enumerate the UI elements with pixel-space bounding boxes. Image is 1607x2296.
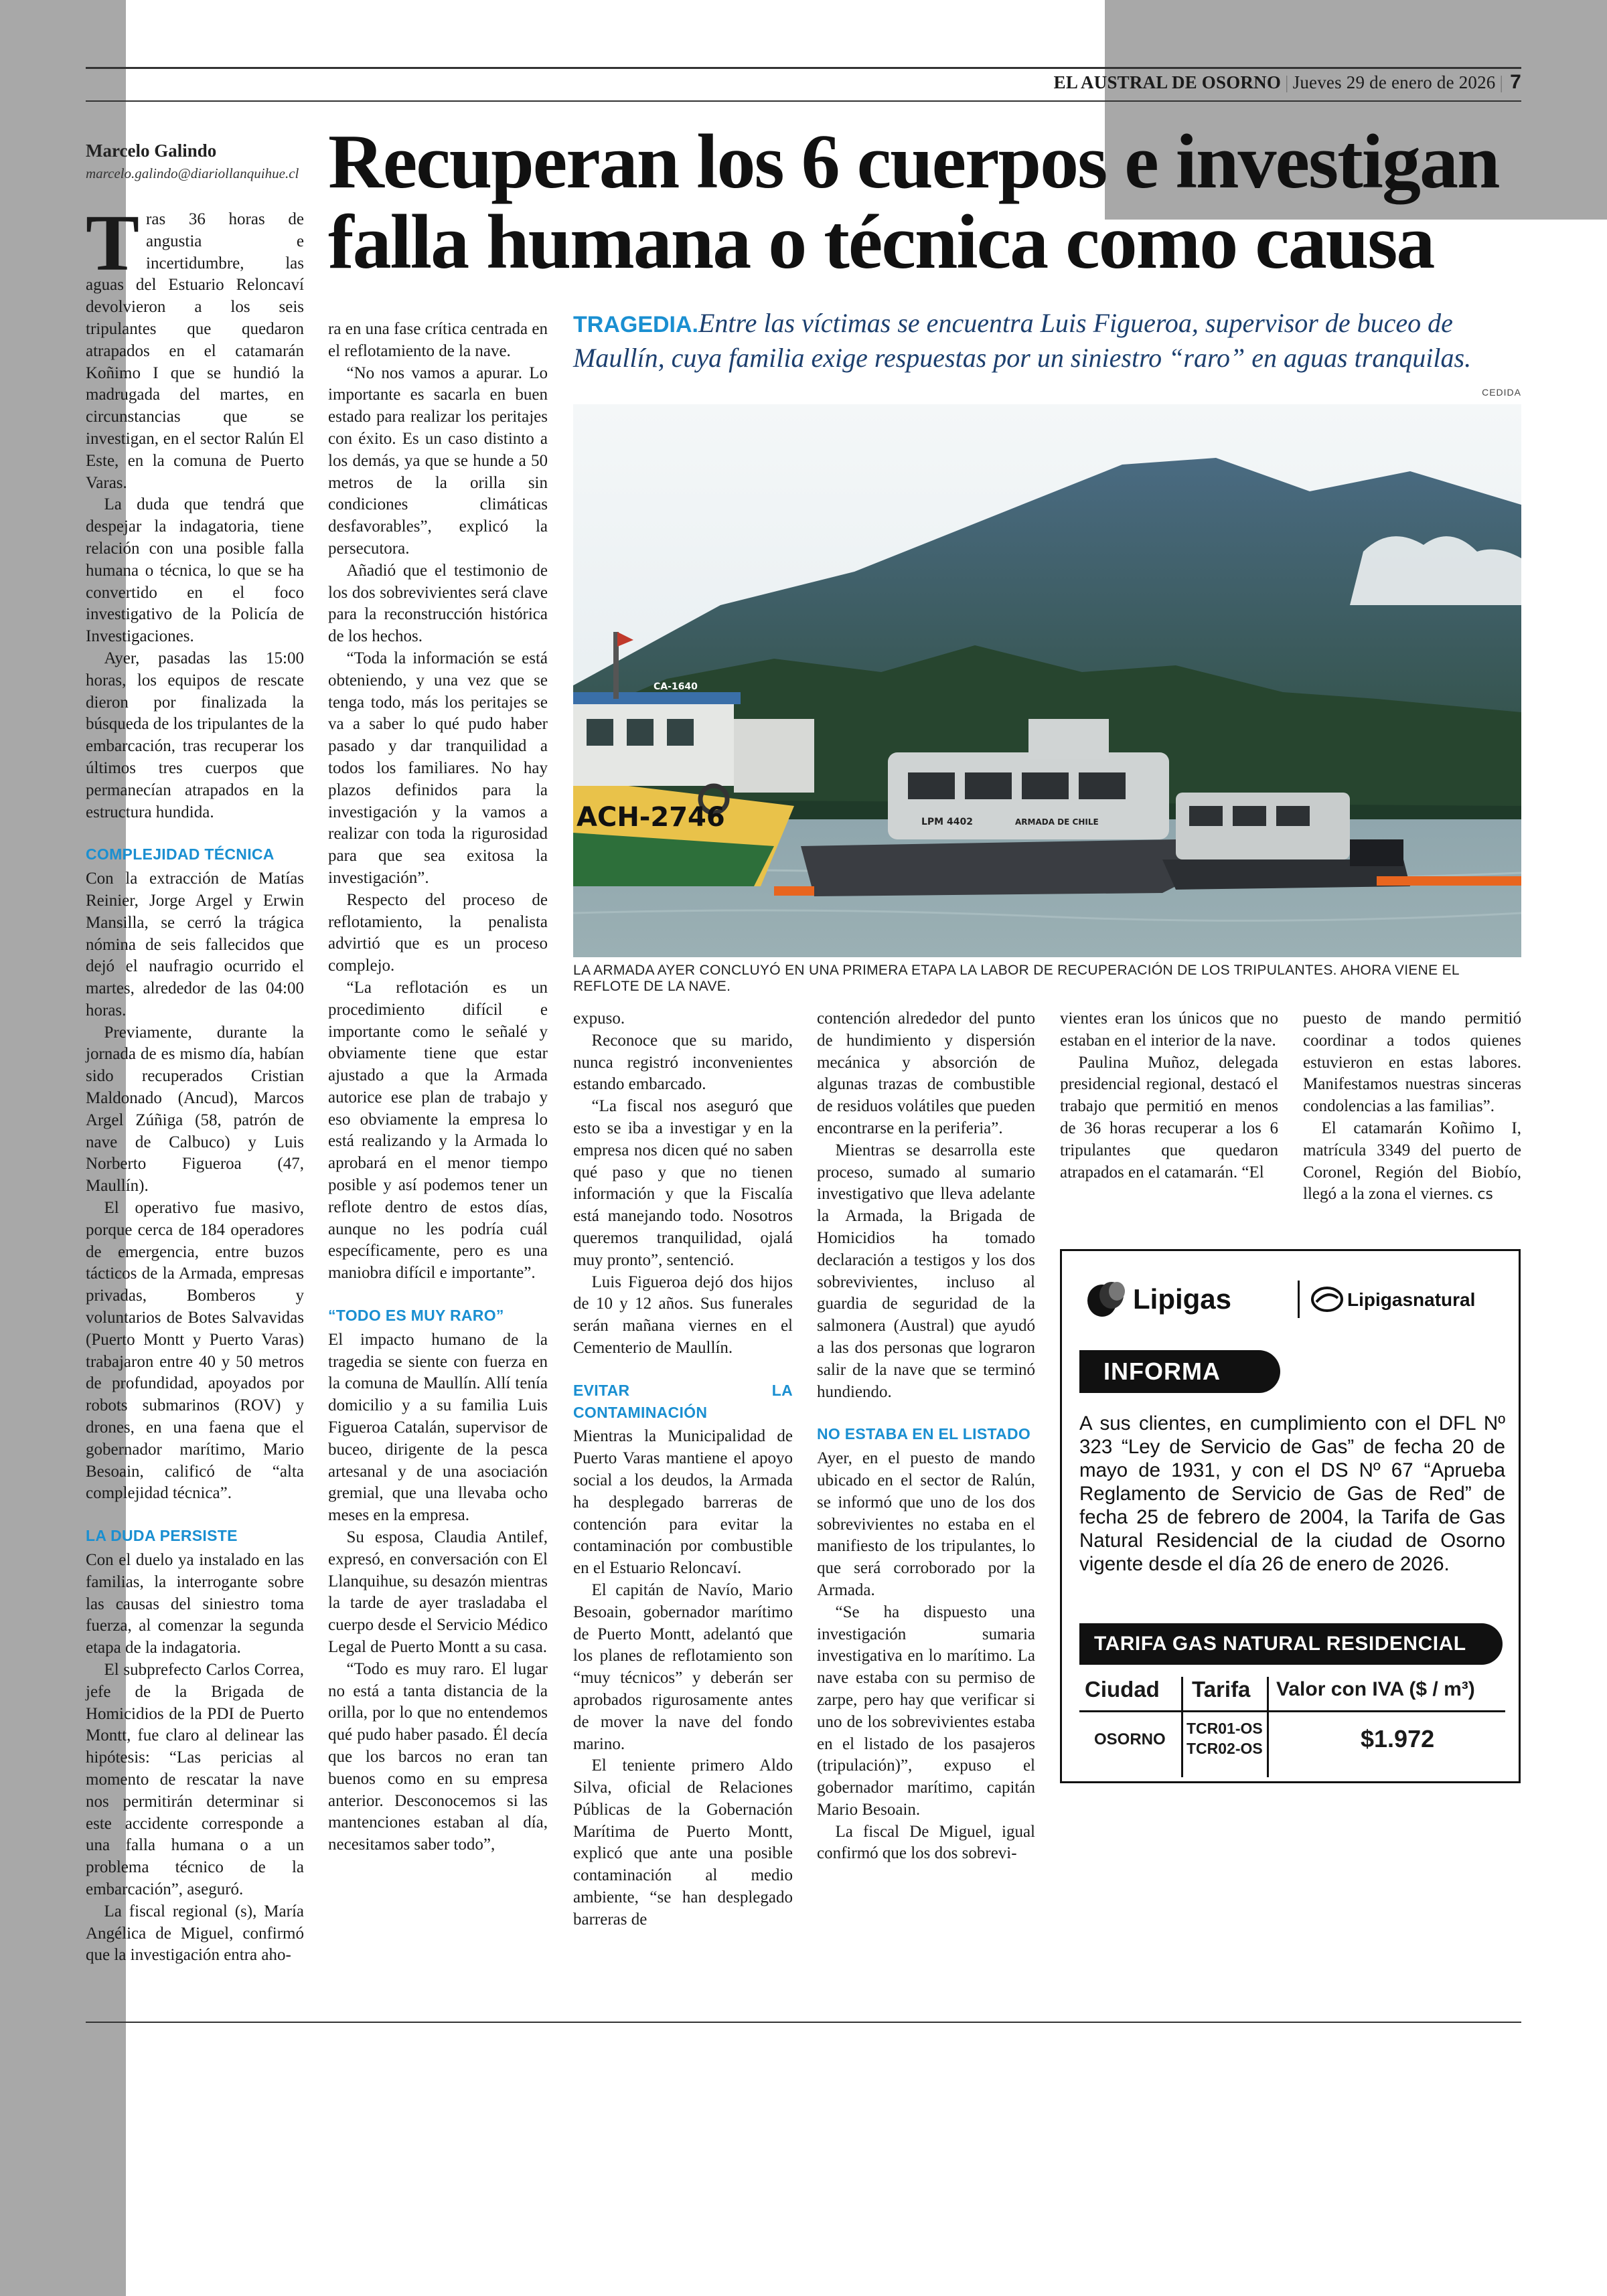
header-rule bbox=[86, 100, 1521, 102]
author-email[interactable]: marcelo.galindo@diariollanquihue.cl bbox=[86, 165, 299, 181]
paragraph: ra en una fase crítica centrada en el reflotamiento de la nave. bbox=[328, 320, 548, 360]
table-header-rule bbox=[1079, 1710, 1505, 1712]
author-name: Marcelo Galindo bbox=[86, 141, 217, 161]
table-divider bbox=[1267, 1677, 1269, 1777]
lipigas-flame-icon bbox=[1087, 1282, 1125, 1317]
paragraph: Previamente, durante la jornada de es mismo día, habían sido recuperados Cristian Maldonado (Ancud), Marcos Argel Zúñiga (58, patrón de nave de Calbuco) y Luis Norberto Figueroa (47, Maullín). bbox=[86, 1023, 304, 1196]
col-city-header: Ciudad bbox=[1085, 1677, 1160, 1702]
dropcap: T bbox=[86, 198, 140, 287]
paragraph: El capitán de Navío, Mario Besoain, gobernador marítimo de Puerto Montt, adelantó que los planes de reflotamiento son “muy técnicos” y deberán ser aprobados rigurosamente antes de mover la nave del fondo marino. bbox=[573, 1580, 793, 1753]
paragraph: ras 36 horas de angustia e incertidumbre, las aguas del Estuario Reloncaví devolvieron a los seis tripulantes que quedaron atrapados en el catamarán Koñimo I que se hundió la madrugada del martes, en circunstancias que se investigan, en el sector Ralún El Este, en la comuna de Puerto Varas. bbox=[86, 210, 304, 492]
city-cell: OSORNO bbox=[1094, 1730, 1166, 1748]
paragraph: El teniente primero Aldo Silva, oficial de Relaciones Públicas de la Gobernación Marítima de Puerto Montt, explicó que ante una posible contaminación al medio ambiente, “se han desplegado barreras de bbox=[573, 1756, 793, 1929]
main-photo bbox=[573, 404, 1521, 957]
end-mark: cs bbox=[1477, 1186, 1493, 1204]
bottom-rule bbox=[86, 2022, 1521, 2023]
boat-label-3: CA-1640 bbox=[654, 681, 698, 692]
photo-credit: CEDIDA bbox=[1482, 387, 1521, 398]
boat-label-1: ACH-2746 bbox=[577, 802, 725, 833]
paragraph: Su esposa, Claudia Antilef, expresó, en conversación con El Llanquihue, su desazón mientras la tarde de ayer trasladaba el cuerpo desde el Servicio Médico Legal de Puerto Montt a su casa. bbox=[328, 1528, 548, 1657]
paragraph: “No nos vamos a apurar. Lo importante es sacarla en buen estado para realizar los peritajes con éxito. Es un caso distinto a los demás, ya que se hunde a 50 metros de la orilla sin condiciones climáticas desfavorables”, explicó la persecutora. bbox=[328, 363, 548, 558]
photo-caption: LA ARMADA AYER CONCLUYÓ EN UNA PRIMERA ETAPA LA LABOR DE RECUPERACIÓN DE LOS TRIPULANTES. AHORA VIENE EL REFLOTE DE LA NAVE. bbox=[573, 963, 1460, 994]
ad-body: A sus clientes, en cumplimiento con el DFL Nº 323 “Ley de Servicio de Gas” de fecha 20 de mayo de 1931, y con el DS Nº 67 “Aprueba Reglamento de Servicio de Gas de Red” de fecha 25 de febrero de 2004, la Tarifa de Gas Natural Residencial de la ciudad de Osorno vigente desde el día 26 de enero de 2026. bbox=[1079, 1412, 1505, 1575]
headline bbox=[328, 119, 1533, 285]
ad-logos bbox=[1082, 1275, 1504, 1322]
value-cell: $1.972 bbox=[1361, 1725, 1435, 1752]
tariff-cell-2: TCR02-OS bbox=[1187, 1740, 1263, 1757]
column-5 bbox=[1060, 1008, 1278, 1183]
orange-boom bbox=[1377, 876, 1521, 886]
paragraph: El operativo fue masivo, porque cerca de 184 operadores de emergencia, entre buzos tácticos de la Armada, empresas privadas, Bomberos y voluntarios de Botes Salvavidas (Puerto Montt y Puerto Varas) trabajaron entre 40 y 50 metros de profundidad, apoyados por robots submarinos (ROV) y drones, en una faena que el gobernador marítimo, Mario Besoain, calificó de “alta complejidad técnica”. bbox=[86, 1199, 304, 1503]
boat-label-4: ARMADA DE CHILE bbox=[1015, 817, 1099, 827]
paragraph: Ayer, en el puesto de mando ubicado en el sector de Ralún, se informó que uno de los dos sobrevivientes no estaba en el manifiesto de los tripulantes, lo que será corroborado por la Armada. bbox=[817, 1449, 1035, 1599]
subhead-listado: NO ESTABA EN EL LISTADO bbox=[817, 1425, 1031, 1443]
paragraph: El catamarán Koñimo I, matrícula 3349 del puerto de Coronel, Región del Biobío, llegó a la zona el viernes. cs bbox=[1303, 1119, 1521, 1204]
paragraph: Añadió que el testimonio de los dos sobrevivientes será clave para la reconstrucción histórica de los hechos. bbox=[328, 561, 548, 646]
paragraph: Luis Figueroa dejó dos hijos de 10 y 12 años. Sus funerales serán mañana viernes en el Cementerio de Maullín. bbox=[573, 1273, 793, 1357]
paragraph: Ayer, pasadas las 15:00 horas, los equipos de rescate dieron por finalizada la búsqueda de los tripulantes de la embarcación, tras recuperar los últimos tres cuerpos que permanecían atrapados en la estructura hundida. bbox=[86, 649, 304, 821]
deck-text: Entre las víctimas se encuentra Luis Figueroa, supervisor de buceo de Maullín, cuya familia exige respuestas por un siniestro “raro” en aguas tranquilas. bbox=[573, 308, 1472, 373]
paragraph: “Se ha dispuesto una investigación sumaria investigativa en lo marítimo. La nave estaba con su permiso de zarpe, pero hay que verificar si uno de los sobrevivientes estaba en el listado de los pasajeros (tripulación)”, expuso el gobernador marítimo, capitán Mario Besoain. bbox=[817, 1603, 1035, 1819]
paragraph: El subprefecto Carlos Correa, jefe de la Brigada de Homicidios de la PDI de Puerto Montt, fue claro al delinear las hipótesis: “Las pericias al momento de rescatar la nave nos permitirán determinar si este accidente corresponde a una falla humana o a un problema técnico de la embarcación”, aseguró. bbox=[86, 1661, 304, 1898]
informa-badge: INFORMA bbox=[1079, 1350, 1280, 1393]
deck-kicker: TRAGEDIA. bbox=[573, 312, 698, 337]
lipigas-ad bbox=[1060, 1249, 1521, 1783]
paragraph: contención alrededor del punto de hundimiento y dispersión mecánica y absorción de algunas trazas de combustible de residuos volátiles que pueden encontrarse en la periferia”. bbox=[817, 1009, 1035, 1137]
paragraph: “La fiscal nos aseguró que esto se iba a investigar y en la empresa nos dicen qué no saben qué paso y que no tienen información y que la Fiscalía está manejando todo. Nosotros queremos tranquilidad, ojalá muy pronto”, sentenció. bbox=[573, 1097, 793, 1269]
tariff-cell-1: TCR01-OS bbox=[1187, 1720, 1263, 1737]
tariff-title: TARIFA GAS NATURAL RESIDENCIAL bbox=[1079, 1623, 1503, 1665]
paragraph: Con la extracción de Matías Reinier, Jorge Argel y Erwin Mansilla, se cerró la trágica nómina de seis fallecidos que dejó el naufragio ocurrido el martes, alrededor de las 04:00 horas. bbox=[86, 870, 304, 1019]
column-2 bbox=[328, 319, 548, 1856]
deck bbox=[573, 307, 1524, 375]
paragraph: Reconoce que su marido, nunca registró inconvenientes estando embarcado. bbox=[573, 1031, 793, 1094]
paragraph: La duda que tendrá que despejar la indagatoria, tiene relación con una posible falla humana o técnica, lo que se ha convertido en el foco investigativo de la Policía de Investigaciones. bbox=[86, 495, 304, 646]
running-head: EL AUSTRAL DE OSORNO | Jueves 29 de enero de 2026 | 7 bbox=[1053, 71, 1521, 93]
paragraph: El impacto humano de la tragedia se siente con fuerza en la comuna de Maullín. Allí tenía domicilio y a su familia Luis Figueroa Catalán, supervisor de buceo, dirigente de la pesca artesanal y de una asociación gremial, que una llevaba ocho meses en la empresa. bbox=[328, 1330, 548, 1525]
paragraph: La fiscal De Miguel, igual confirmó que los dos sobrevi- bbox=[817, 1822, 1035, 1863]
paragraph: “Toda la información se está obteniendo, y una vez que se tenga todo, más los peritajes se va a saber lo qué pudo haber pasado y dar tranquilidad a todos los familiares. No hay plazos definidos para la investigación y la vamos a realizar con toda la rigurosidad para que sea exitosa la investigación”. bbox=[328, 649, 548, 887]
paragraph: Paulina Muñoz, delegada presidencial regional, destacó el trabajo que permitió en menos de 36 horas recuperar a los 6 tripulantes que quedaron atrapados en el catamarán. “El bbox=[1060, 1053, 1278, 1181]
paper-name: EL AUSTRAL DE OSORNO bbox=[1053, 72, 1282, 92]
subhead-raro: “TODO ES MUY RARO” bbox=[328, 1307, 504, 1325]
paragraph: “Todo es muy raro. El lugar no está a tanta distancia de la orilla, por lo que no entendemos qué pudo haber pasado. Él decía que los barcos no eran tan buenos como en su empresa anterior. Desconocemos si las mantenciones estaban al día, necesitamos saber todo”, bbox=[328, 1659, 548, 1854]
issue-date: Jueves 29 de enero de 2026 bbox=[1292, 72, 1496, 92]
lipigasnatural-icon bbox=[1312, 1288, 1342, 1311]
paragraph: Con el duelo ya instalado en las familias, la interrogante sobre las causas del siniestro toma fuerza, al comenzar la segunda etapa de la indagatoria. bbox=[86, 1551, 304, 1657]
byline bbox=[86, 141, 307, 182]
column-4 bbox=[817, 1008, 1035, 1865]
top-rule bbox=[86, 67, 1521, 69]
subhead-contaminacion: EVITAR LA CONTAMINACIÓN bbox=[573, 1381, 793, 1421]
column-6 bbox=[1303, 1008, 1521, 1206]
headline-line-1: Recuperan los 6 cuerpos e investigan bbox=[328, 119, 1499, 205]
paragraph: Mientras la Municipalidad de Puerto Varas mantiene el apoyo social a los deudos, la Armada ha desplegado barreras de contención para evitar la contaminación por combustible en el Estuario Reloncaví. bbox=[573, 1427, 793, 1578]
column-1 bbox=[86, 198, 304, 1967]
lipigas-wordmark: Lipigas bbox=[1133, 1283, 1232, 1315]
subhead-complejidad: COMPLEJIDAD TÉCNICA bbox=[86, 845, 275, 864]
col-value-header: Valor con IVA ($ / m³) bbox=[1276, 1678, 1475, 1700]
paragraph: expuso. bbox=[573, 1009, 625, 1028]
subhead-duda: LA DUDA PERSISTE bbox=[86, 1527, 238, 1545]
boat-label-2: LPM 4402 bbox=[921, 817, 973, 827]
paragraph: vientes eran los únicos que no estaban en el interior de la nave. bbox=[1060, 1009, 1278, 1050]
column-3 bbox=[573, 1008, 793, 1931]
headline-line-2: falla humana o técnica como causa bbox=[328, 199, 1434, 285]
paragraph: Respecto del proceso de reflotamiento, la penalista advirtió que es un proceso complejo. bbox=[328, 890, 548, 975]
lipigasnatural-wordmark: Lipigasnatural bbox=[1347, 1289, 1476, 1310]
table-divider bbox=[1181, 1677, 1183, 1777]
paragraph: puesto de mando permitió coordinar a todos quienes estuvieron en estas labores. Manifestamos nuestras sinceras condolencias a las familias”. bbox=[1303, 1009, 1521, 1116]
page-number: 7 bbox=[1510, 71, 1521, 93]
paragraph: “La reflotación es un procedimiento difícil e importante como le señalé y obviamente tiene que estar ajustado a que la Armada autorice ese plan de trabajo y eso obviamente la empresa lo está realizando y la Armada lo aprobará en el menor tiempo posible y así podemos tener un reflote dentro de estos días, aunque no les podría cuál específicamente, pero es una maniobra difícil e importante”. bbox=[328, 978, 548, 1283]
paragraph: La fiscal regional (s), María Angélica de Miguel, confirmó que la investigación entra aho- bbox=[86, 1902, 304, 1965]
paragraph: Mientras se desarrolla este proceso, sumado al sumario investigativo que lleva adelante la Armada, la Brigada de Homicidios ha tomado declaración a testigos y los dos sobrevivientes, incluso al guardia de seguridad de la salmonera (Austral) que ayudó a las dos personas que lograron salir de la nave que se terminó hundiendo. bbox=[817, 1141, 1035, 1401]
col-tariff-header: Tarifa bbox=[1192, 1677, 1251, 1702]
